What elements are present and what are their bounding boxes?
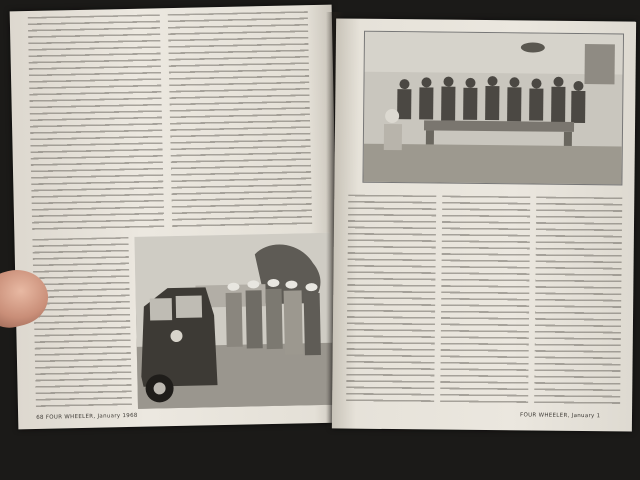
right-text-column-3 xyxy=(534,197,622,406)
left-page-footer: 68 FOUR WHEELER, January 1968 xyxy=(36,412,138,421)
left-text-column-1 xyxy=(28,14,164,233)
right-text-column-2 xyxy=(440,196,530,405)
left-text-column-2 xyxy=(168,11,312,230)
right-page-footer: FOUR WHEELER, January 1 xyxy=(519,412,601,420)
meeting-photo xyxy=(362,31,624,186)
patrol-photo-graphic xyxy=(134,233,334,409)
left-page xyxy=(10,5,341,430)
right-text-column-1 xyxy=(346,195,436,404)
left-text-column-3 xyxy=(32,237,132,409)
right-page xyxy=(332,18,636,431)
meeting-photo-graphic xyxy=(363,32,623,185)
patrol-photo xyxy=(134,233,334,409)
